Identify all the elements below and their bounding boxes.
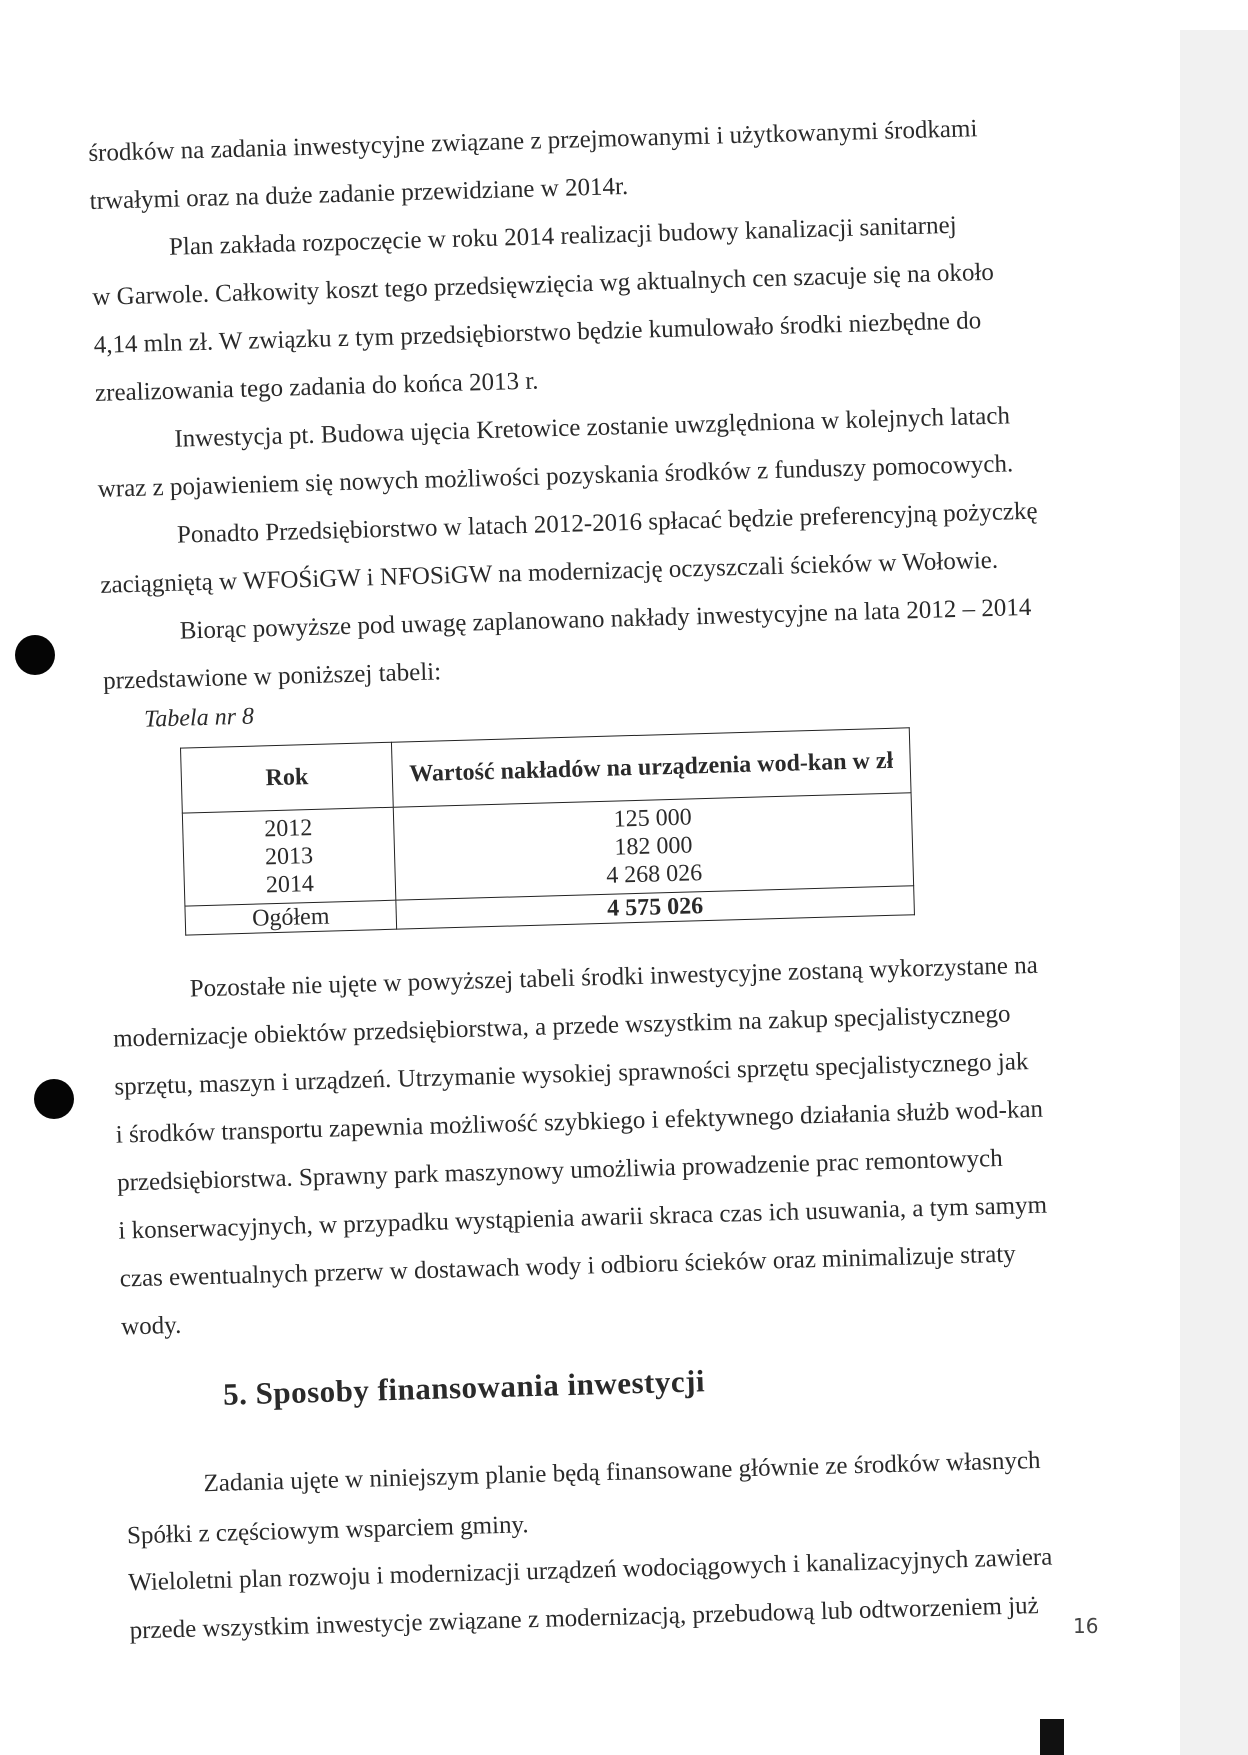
text-line: 4,14 mln zł. W związku z tym przedsiębiorstwo będzie kumulowało środki niezbędne do bbox=[93, 307, 982, 359]
text-line: wraz z pojawieniem się nowych możliwości pozyskania środków z funduszy pomocowych. bbox=[97, 450, 1014, 503]
amount-value: 182 000 bbox=[614, 832, 693, 861]
text-line: zaciągniętą w WFOŚiGW i NFOSiGW na modernizację oczyszczali ścieków w Wołowie. bbox=[100, 546, 999, 599]
text-line: przedstawione w poniższej tabeli: bbox=[102, 658, 442, 695]
paragraph bbox=[88, 113, 1048, 215]
text-line: Biorąc powyższe pod uwagę zaplanowano nakłady inwestycyjne na lata 2012 – 2014 bbox=[179, 593, 1032, 645]
paragraph bbox=[96, 401, 1056, 503]
text-line: Spółki z częściowym wsparciem gminy. bbox=[126, 1511, 529, 1550]
table-header-year: Rok bbox=[181, 742, 394, 813]
text-line: środków na zadania inwestycyjne związane z przejmowanymi i użytkowanymi środkami bbox=[88, 115, 978, 167]
table-header-value: Wartość nakładów na urządzenia wod-kan w zł bbox=[391, 728, 911, 807]
paragraph bbox=[111, 951, 1071, 1341]
investment-table bbox=[180, 727, 915, 935]
paragraph bbox=[101, 593, 1061, 695]
scan-edge-bottom bbox=[1040, 1719, 1064, 1755]
punch-hole-top bbox=[15, 635, 55, 675]
text-line: i konserwacyjnych, w przypadku wystąpienia awarii skraca czas ich usuwania, a tym samym bbox=[118, 1191, 1048, 1245]
text-line: Wieloletni plan rozwoju i modernizacji urządzeń wodociągowych i kanalizacyjnych zawiera bbox=[127, 1543, 1053, 1597]
text-line: i środków transportu zapewnia możliwość szybkiego i efektywnego działania służb wod-kan bbox=[115, 1095, 1044, 1149]
text-line: Pozostałe nie ujęte w powyższej tabeli środki inwestycyjne zostaną wykorzystane na bbox=[189, 951, 1039, 1003]
value-cell bbox=[393, 793, 913, 900]
scan-edge-right bbox=[1180, 30, 1248, 1755]
text-line: modernizacje obiektów przedsiębiorstwa, a przede wszystkim na zakup specjalistycznego bbox=[112, 1000, 1011, 1053]
text-line: sprzętu, maszyn i urządzeń. Utrzymanie wysokiej sprawności sprzętu specjalistycznego jak bbox=[114, 1048, 1029, 1101]
text-line: w Garwole. Całkowity koszt tego przedsięwzięcia wg aktualnych cen szacuje się na około bbox=[92, 258, 995, 311]
amount-value: 125 000 bbox=[613, 804, 693, 833]
document-page bbox=[88, 113, 1058, 1645]
text-line: Plan zakłada rozpoczęcie w roku 2014 realizacji budowy kanalizacji sanitarnej bbox=[168, 211, 957, 261]
paragraph bbox=[99, 497, 1059, 599]
amount-value: 4 268 026 bbox=[605, 860, 703, 889]
year-value: 2013 bbox=[264, 842, 314, 871]
text-line: czas ewentualnych przerw w dostawach wody i odbioru ścieków oraz minimalizuje straty bbox=[119, 1240, 1017, 1293]
text-line: zrealizowania tego zadania do końca 2013 r. bbox=[94, 367, 539, 407]
text-line: trwałymi oraz na duże zadanie przewidziane w 2014r. bbox=[89, 172, 629, 215]
text-line: wody. bbox=[120, 1311, 182, 1341]
paragraph bbox=[125, 1446, 1085, 1550]
punch-hole-bottom bbox=[34, 1079, 74, 1119]
text-line: Ponadto Przedsiębiorstwo w latach 2012-2016 spłacać będzie preferencyjną pożyczkę bbox=[176, 497, 1038, 549]
year-cell bbox=[182, 807, 396, 906]
table-caption: Tabela nr 8 bbox=[143, 703, 255, 733]
total-value: 4 575 026 bbox=[396, 886, 915, 929]
page-number: 16 bbox=[1073, 1614, 1099, 1638]
total-label: Ogółem bbox=[185, 900, 397, 935]
text-line: Zadania ujęte w niniejszym planie będą finansowane głównie ze środków własnych bbox=[203, 1446, 1041, 1498]
text-line: przede wszystkim inwestycje związane z modernizacją, przebudową lub odtworzeniem już bbox=[129, 1592, 1040, 1645]
text-line: Inwestycja pt. Budowa ujęcia Kretowice zostanie uwzględniona w kolejnych latach bbox=[174, 402, 1011, 453]
section-heading: 5. Sposoby finansowania inwestycji bbox=[222, 1363, 706, 1412]
year-value: 2014 bbox=[265, 870, 315, 899]
year-value: 2012 bbox=[263, 815, 313, 843]
paragraph bbox=[91, 209, 1051, 407]
text-line: przedsiębiorstwa. Sprawny park maszynowy umożliwia prowadzenie prac remontowych bbox=[116, 1144, 1003, 1197]
